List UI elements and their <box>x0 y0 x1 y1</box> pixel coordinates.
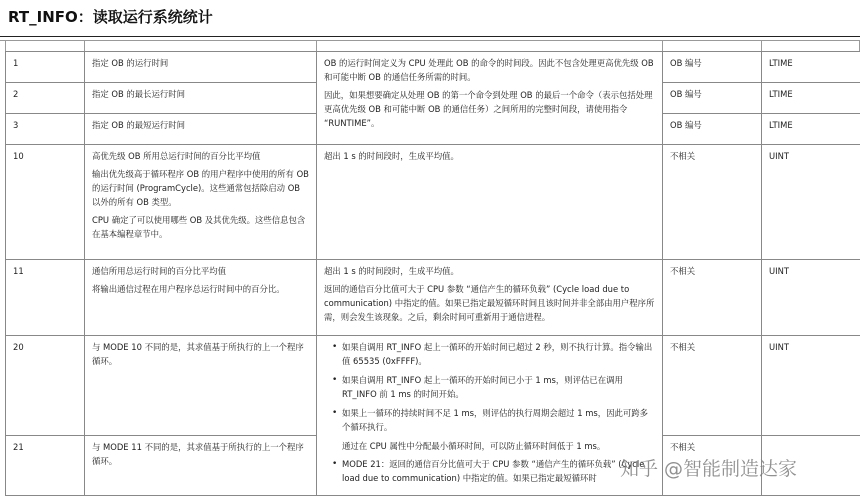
table-header-strip <box>0 40 860 50</box>
description-cell <box>85 145 317 260</box>
remarks-cell <box>317 260 663 336</box>
watermark-text: 知乎 @智能制造达家 <box>620 458 798 480</box>
description-text: 与 MODE 10 不同的是，其求值基于所执行的上一个程序循环。 <box>92 342 304 366</box>
description-cell <box>85 52 317 83</box>
rt-info-mode-table <box>5 51 860 496</box>
remarks-cell <box>317 336 663 496</box>
mode-cell: 20 <box>6 336 85 436</box>
description-text: 与 MODE 11 不同的是，其求值基于所执行的上一个程序循环。 <box>92 442 304 466</box>
description-text: 指定 OB 的最短运行时间 <box>92 120 186 130</box>
remarks-cell <box>317 145 663 260</box>
datatype-cell: LTIME <box>762 83 860 114</box>
parameter-cell: OB 编号 <box>663 52 762 83</box>
mode-cell: 3 <box>6 114 85 145</box>
list-item: • 如果上一循环的持续时间不足 1 ms，则评估的执行周期会超过 1 ms，因此可跨多个循环执行。 <box>332 406 656 434</box>
description-text: 指定 OB 的最长运行时间 <box>92 89 186 99</box>
table-row <box>6 260 860 336</box>
parameter-cell: OB 编号 <box>663 114 762 145</box>
title-divider <box>0 36 860 37</box>
mode-cell: 21 <box>6 436 85 496</box>
list-item: • 如果自调用 RT_INFO 起上一循环的开始时间已超过 2 秒，则不执行计算。指令输出值 65535 (0xFFFF)。 <box>332 340 656 368</box>
mode-cell: 11 <box>6 260 85 336</box>
list-item: • 如果自调用 RT_INFO 起上一循环的开始时间已小于 1 ms，则评估已在调用 RT_INFO 前 1 ms 的时间开始。 <box>332 373 656 401</box>
mode-cell: 1 <box>6 52 85 83</box>
parameter-cell: 不相关 <box>663 436 762 496</box>
remark-text: 因此，如果想要确定从处理 OB 的第一个命令到处理 OB 的最后一个命令（表示包括处理更高优先级 OB 和可能中断 OB 的通信任务）之间所用的完整时间段，请使用指令 “RUNTIME”。 <box>324 90 653 128</box>
description-text: CPU 确定了可以使用哪些 OB 及其优先级。这些信息包含在基本编程章节中。 <box>92 215 306 239</box>
mode-cell: 10 <box>6 145 85 260</box>
datatype-cell: UINT <box>762 336 860 436</box>
description-cell <box>85 436 317 496</box>
description-cell <box>85 114 317 145</box>
parameter-cell: 不相关 <box>663 260 762 336</box>
datatype-cell: UINT <box>762 145 860 260</box>
datatype-cell: LTIME <box>762 114 860 145</box>
bullet-list <box>324 457 656 485</box>
page-title: RT_INFO：读取运行系统统计 <box>8 8 213 26</box>
remark-text: 超出 1 s 的时间段时，生成平均值。 <box>324 266 459 276</box>
table-row <box>6 336 860 436</box>
remarks-cell <box>317 52 663 145</box>
description-cell <box>85 260 317 336</box>
remark-text: 超出 1 s 的时间段时，生成平均值。 <box>324 151 459 161</box>
description-text: 指定 OB 的运行时间 <box>92 58 169 68</box>
remark-text: OB 的运行时间定义为 CPU 处理此 OB 的命令的时间段。因此不包含处理更高优先级 OB 和可能中断 OB 的通信任务所需的时间。 <box>324 58 654 82</box>
remark-text: 返回的通信百分比值可大于 CPU 参数 “通信产生的循环负载” (Cycle load due to communication) 中指定的值。如果已指定最短循环时间且该时间并非全部由用户程序所需，则会发生该现象。之后，剩余时间可重新用于通信进程。 <box>324 284 655 322</box>
description-cell <box>85 83 317 114</box>
description-text: 高优先级 OB 所用总运行时间的百分比平均值 <box>92 151 261 161</box>
bullet-list <box>324 340 656 434</box>
datatype-cell: LTIME <box>762 52 860 83</box>
mode-cell: 2 <box>6 83 85 114</box>
remark-text: 通过在 CPU 属性中分配最小循环时间，可以防止循环时间低于 1 ms。 <box>342 441 606 451</box>
parameter-cell: 不相关 <box>663 145 762 260</box>
table-row <box>6 145 860 260</box>
parameter-cell: OB 编号 <box>663 83 762 114</box>
description-text: 通信所用总运行时间的百分比平均值 <box>92 266 226 276</box>
datatype-cell: UINT <box>762 260 860 336</box>
table-row <box>6 52 860 83</box>
description-cell <box>85 336 317 436</box>
list-item: • MODE 21：返回的通信百分比值可大于 CPU 参数 “通信产生的循环负载” (Cycle load due to communication) 中指定的值。如果已指定最短循环时 <box>332 457 656 485</box>
description-text: 输出优先级高于循环程序 OB 的用户程序中使用的所有 OB 的运行时间 (ProgramCycle)。这些通常包括除启动 OB 以外的所有 OB 类型。 <box>92 169 309 207</box>
description-text: 将输出通信过程在用户程序总运行时间中的百分比。 <box>92 284 285 294</box>
parameter-cell: 不相关 <box>663 336 762 436</box>
